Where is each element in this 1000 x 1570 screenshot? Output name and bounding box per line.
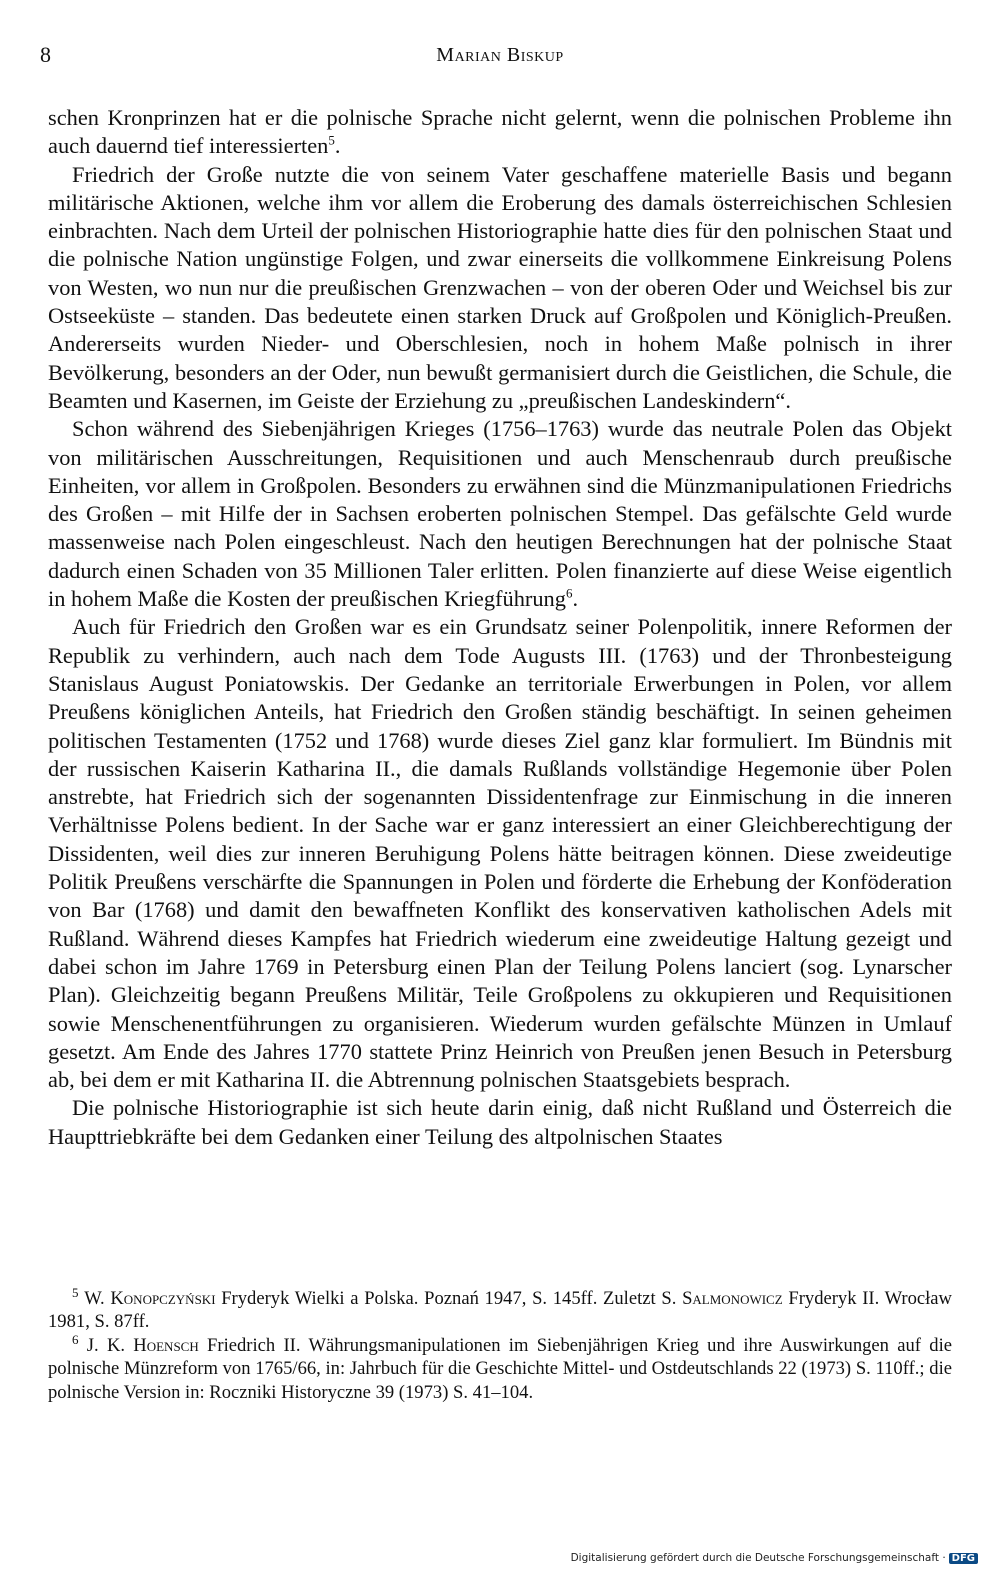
footnote-number: 6 — [72, 1331, 79, 1347]
footnote-text: Fryderyk Wielki a Polska. Poznań 1947, S. 145ff. Zuletzt S. — [215, 1288, 683, 1309]
footnote-author: Salmonowicz — [682, 1288, 783, 1309]
paragraph-end: . — [572, 586, 579, 612]
paragraph-end: . — [334, 133, 341, 159]
paragraph: Auch für Friedrich den Großen war es ein Grundsatz seiner Polenpolitik, innere Reformen der Republik zu verhindern, auch nach dem Tode Augusts III. (1763) und der Thronbesteigung Stanislaus August Poniatowskis. Der Gedanke an territoriale Erwerbungen in Polen, vor allem Preußens königlichen Anteils, hat Friedrich den Großen ständig beschäftigt. In seinen geheimen politischen Testamenten (1752 und 1768) wurde dieses Ziel ganz klar formuliert. Im Bündnis mit der russischen Kaiserin Katharina II., die damals Rußlands vollständige Hegemonie über Polen anstrebte, hat Friedrich sich der sogenannten Dissidentenfrage zur Einmischung in die inneren Verhältnisse Polens bedient. In der Sache war er ganz interessiert an einer Gleichberechtigung der Dissidenten, weil dies zur inneren Beruhigung Polens hätte beitragen können. Diese zweideutige Politik Preußens verschärfte die Spannungen in Polen und förderte die Erhebung der Konföderation von Bar (1768) und damit den bewaffneten Konflikt des konservativen katholischen Adels mit Rußland. Während dieses Kampfes hat Friedrich wiederum eine zweideutige Haltung gezeigt und dabei schon im Jahre 1769 in Petersburg einen Plan der Teilung Polens lanciert (sog. Lynarscher Plan). Gleichzeitig begann Preußens Militär, Teile Großpolens zu okkupieren und Requisitionen sowie Menschenentführungen zu organisieren. Wiederum wurden gefälschte Münzen in Umlauf gesetzt. Am Ende des Jahres 1770 stattete Prinz Heinrich von Preußen jenen Besuch in Petersburg ab, bei dem er mit Katharina II. die Abtrennung polnischen Staatsgebiets besprach. — [48, 614, 952, 1093]
paragraph-text: schen Kronprinzen hat er die polnische Sprache nicht gelernt, wenn die polnischen Probleme ihn auch dauernd tief interessierten — [48, 105, 952, 159]
footnote-text: Friedrich II. Währungsmanipulationen im Siebenjährigen Krieg und ihre Auswirkungen auf die polnische Münzreform von 1765/66, in: Jahrbuch für die Geschichte Mittel- und Ostdeutschlands 22 (1973) S. 110ff.; die polnische Version in: Roczniki Historyczne 39 (1973) S. 41–104. — [48, 1334, 952, 1403]
paragraph: Friedrich der Große nutzte die von seinem Vater geschaffene materielle Basis und begann militärische Aktionen, welche ihm vor allem die Eroberung des damals österreichischen Schlesien einbrachten. Nach dem Urteil der polnischen Historiographie hatte dies für den polnischen Staat und die polnische Nation ungünstige Folgen, und zwar einerseits die vollkommene Einkreisung Polens von Westen, wo nun nur die preußischen Grenzwachen – von der oberen Oder und Weichsel bis zur Ostseeküste – standen. Das bedeutete einen starken Druck auf Großpolen und Königlich-Preußen. Andererseits wurden Nieder- und Oberschlesien, noch in hohem Maße polnisch in ihrer Bevölkerung, besonders an der Oder, nun bewußt germanisiert durch die Geistlichen, die Schule, die Beamten und Kasernen, im Geiste der Erziehung zu „preußischen Landeskindern“. — [48, 161, 952, 413]
footnote-ref: 5 — [328, 132, 335, 148]
running-title: Marian Biskup — [436, 44, 564, 66]
page-number: 8 — [40, 42, 51, 67]
footnote — [48, 1331, 952, 1404]
footnote-author: W. Konopczyński — [84, 1288, 216, 1309]
footnote-number: 5 — [72, 1284, 79, 1300]
dfg-logo: DFG — [949, 1553, 978, 1564]
footnote-author: J. K. Hoensch — [86, 1334, 199, 1356]
paragraph-text: Schon während des Siebenjährigen Krieges (1756–1763) wurde das neutrale Polen das Objekt von militärischen Ausschreitungen, Requisitionen und auch Menschenraub durch preußische Einheiten, vor allem in Großpolen. Besonders zu erwähnen sind die Münzmanipulationen Friedrichs des Großen – mit Hilfe der in Sachsen eroberten polnischen Stempel. Das gefälschte Geld wurde massenweise nach Polen eingeschleust. Nach den heutigen Berechnungen hat der polnische Staat dadurch einen Schaden von 35 Millionen Taler erlitten. Polen finanzierte auf diese Weise eigentlich in hohem Maße die Kosten der preußischen Kriegführung — [48, 416, 952, 612]
paragraph — [48, 104, 952, 161]
body-text — [48, 104, 952, 1151]
footnote — [48, 1284, 952, 1334]
footnotes — [48, 1284, 952, 1404]
page-header — [40, 42, 960, 76]
footnote-text: Fryderyk II. Wrocław 1981, S. 87ff. — [48, 1288, 952, 1333]
paragraph — [48, 415, 952, 613]
footnote-ref: 6 — [565, 585, 573, 601]
paragraph: Die polnische Historiographie ist sich heute darin einig, daß nicht Rußland und Österreich die Haupttriebkräfte bei dem Gedanken einer Teilung des altpolnischen Staates — [48, 1095, 952, 1149]
footer-text: Digitalisierung gefördert durch die Deutsche Forschungsgemeinschaft · — [570, 1552, 946, 1564]
digitization-footer — [571, 1552, 978, 1564]
